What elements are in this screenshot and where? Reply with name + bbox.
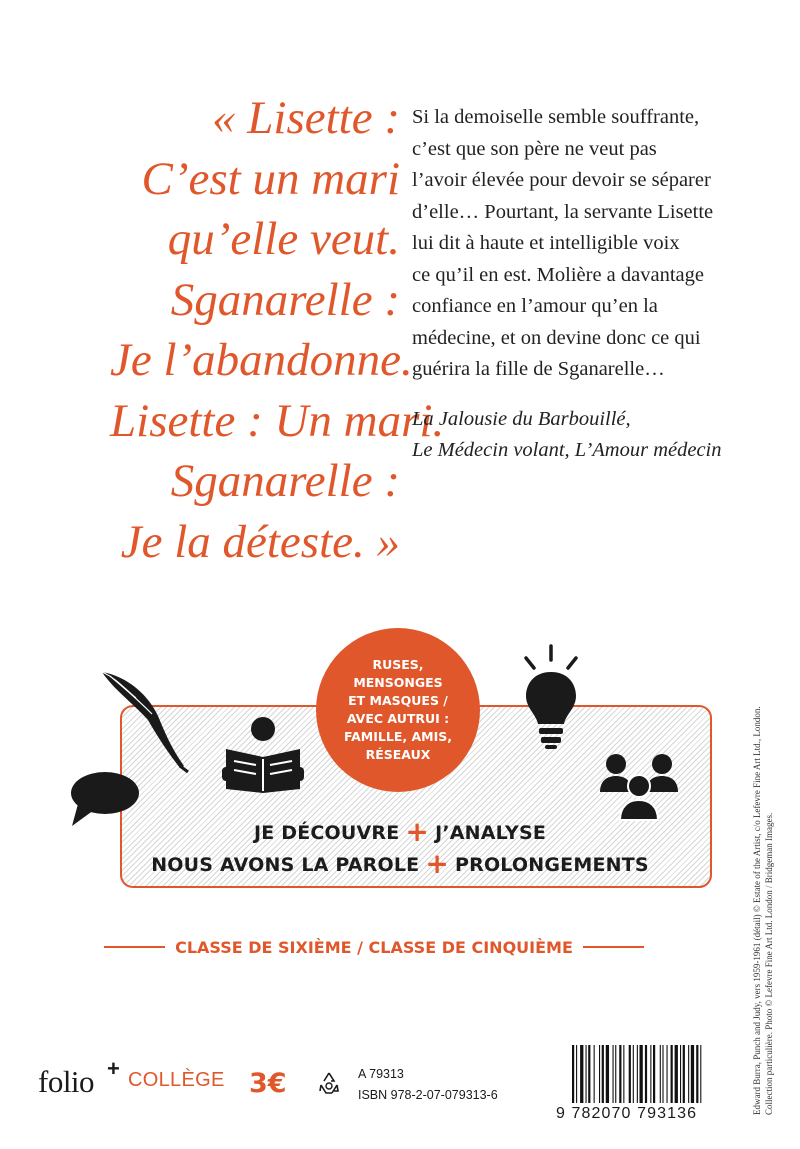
barcode-bar xyxy=(667,1045,668,1103)
barcode-bar xyxy=(683,1045,685,1103)
badge-line: ET MASQUES / xyxy=(348,693,448,708)
barcode-bar xyxy=(606,1045,609,1103)
summary-line: guérira la fille de Sganarelle… xyxy=(412,358,665,380)
barcode-bar xyxy=(594,1045,595,1103)
credit-line: Collection particulière. Photo © Lefevre Fine Art Ltd. London / Bridgeman Images. xyxy=(763,812,774,1115)
quote-line: qu’elle veut. xyxy=(167,213,400,265)
grade-level-label: CLASSE DE SIXIÈME / CLASSE DE CINQUIÈME xyxy=(175,937,573,957)
barcode-bar xyxy=(599,1045,600,1103)
barcode-bar xyxy=(633,1045,634,1103)
barcode-number: 9 782070 793136 xyxy=(556,1105,698,1122)
works-titles xyxy=(412,404,772,466)
barcode-bar xyxy=(700,1045,701,1103)
quote-line: « Lisette : xyxy=(212,92,400,144)
barcode-bar xyxy=(619,1045,621,1103)
group-icon xyxy=(596,752,682,822)
summary-line: médecine, et on devine donc ce qui xyxy=(412,326,701,349)
barcode-bar xyxy=(675,1045,678,1103)
plus-sign: + xyxy=(405,815,430,848)
quote-line: Je l’abandonne. xyxy=(110,334,413,386)
barcode-bar xyxy=(671,1045,673,1103)
panel-item-discover: JE DÉCOUVRE xyxy=(253,822,400,844)
summary-line: d’elle… Pourtant, la servante Lisette xyxy=(412,200,714,223)
barcode-bar xyxy=(588,1045,590,1103)
summary-line: confiance en l’amour qu’en la xyxy=(412,295,658,317)
divider xyxy=(583,946,644,948)
works-title-line: La Jalousie du Barbouillé, xyxy=(412,408,631,430)
folio-plus: + xyxy=(107,1056,120,1081)
barcode-bar xyxy=(637,1045,638,1103)
panel-line-1 xyxy=(0,815,800,848)
ref-code: A 79313 xyxy=(358,1067,404,1081)
barcode-bar xyxy=(615,1045,616,1103)
panel-item-extensions: PROLONGEMENTS xyxy=(454,854,649,876)
quote-line: Sganarelle : xyxy=(170,455,400,507)
quill-icon xyxy=(96,668,196,774)
quote-line: Sganarelle : xyxy=(170,273,400,326)
recycling-icon xyxy=(318,1071,340,1097)
image-credit xyxy=(752,635,775,1115)
lightbulb-icon xyxy=(518,644,584,750)
barcode-bar xyxy=(580,1045,583,1103)
summary-line: l’avoir élevée pour devoir se séparer xyxy=(412,169,711,191)
quote-line: Je la déteste. » xyxy=(120,515,400,568)
barcode-bar xyxy=(629,1045,631,1103)
folio-logo: folio xyxy=(38,1064,95,1099)
badge-line: RÉSEAUX xyxy=(365,747,431,762)
summary-line: ce qu’il en est. Molière a davantage xyxy=(412,263,704,286)
barcode-bar xyxy=(680,1045,681,1103)
grade-level xyxy=(104,932,644,962)
price: 3€ xyxy=(249,1068,287,1099)
barcode-bar xyxy=(653,1045,655,1103)
barcode-bar xyxy=(696,1045,698,1103)
works-title-line: Le Médecin volant, L’Amour médecin xyxy=(412,439,722,461)
badge-line: FAMILLE, AMIS, xyxy=(344,729,452,744)
panel-item-speak: NOUS AVONS LA PAROLE xyxy=(151,854,420,876)
barcode-bar xyxy=(645,1045,647,1103)
college-label: COLLÈGE xyxy=(128,1069,225,1091)
summary-text xyxy=(412,102,772,386)
badge-line: MENSONGES xyxy=(353,675,443,690)
barcode-bar xyxy=(613,1045,614,1103)
barcode-bar xyxy=(602,1045,604,1103)
barcode-bar xyxy=(660,1045,661,1103)
barcode-bar xyxy=(650,1045,651,1103)
isbn: ISBN 978-2-07-079313-6 xyxy=(358,1088,498,1102)
barcode-bar xyxy=(576,1045,577,1103)
barcode-bar xyxy=(691,1045,694,1103)
quote-line: C’est un mari xyxy=(141,152,400,205)
reference-info xyxy=(358,1064,498,1106)
panel-line-2 xyxy=(0,847,800,880)
summary-line: Si la demoiselle semble souffrante, xyxy=(412,106,700,128)
barcode-bar xyxy=(586,1045,587,1103)
barcode-bar xyxy=(688,1045,689,1103)
credit-line: Edward Burra, Punch and Judy, vers 1959-1961 (détail) © Estate of the Artist, c/o Lefevre Fine Art Ltd., London. xyxy=(752,706,762,1115)
pull-quote xyxy=(110,88,445,572)
plus-sign: + xyxy=(425,847,449,880)
barcode-bar xyxy=(623,1045,624,1103)
reader-icon xyxy=(222,715,304,793)
barcode-bar xyxy=(640,1045,643,1103)
theme-badge xyxy=(316,628,480,792)
summary-line: lui dit à haute et intelligible voix xyxy=(412,232,680,254)
quote-line: Lisette : Un mari. xyxy=(110,394,445,447)
divider xyxy=(104,946,165,948)
barcode-bar xyxy=(572,1045,574,1103)
badge-line: RUSES, xyxy=(372,657,424,672)
barcode-bar xyxy=(662,1045,663,1103)
summary-line: c’est que son père ne veut pas xyxy=(412,137,657,160)
panel-item-analyse: J’ANALYSE xyxy=(435,822,547,844)
barcode-icon xyxy=(570,1045,742,1103)
badge-line: AVEC AUTRUI : xyxy=(346,711,450,726)
